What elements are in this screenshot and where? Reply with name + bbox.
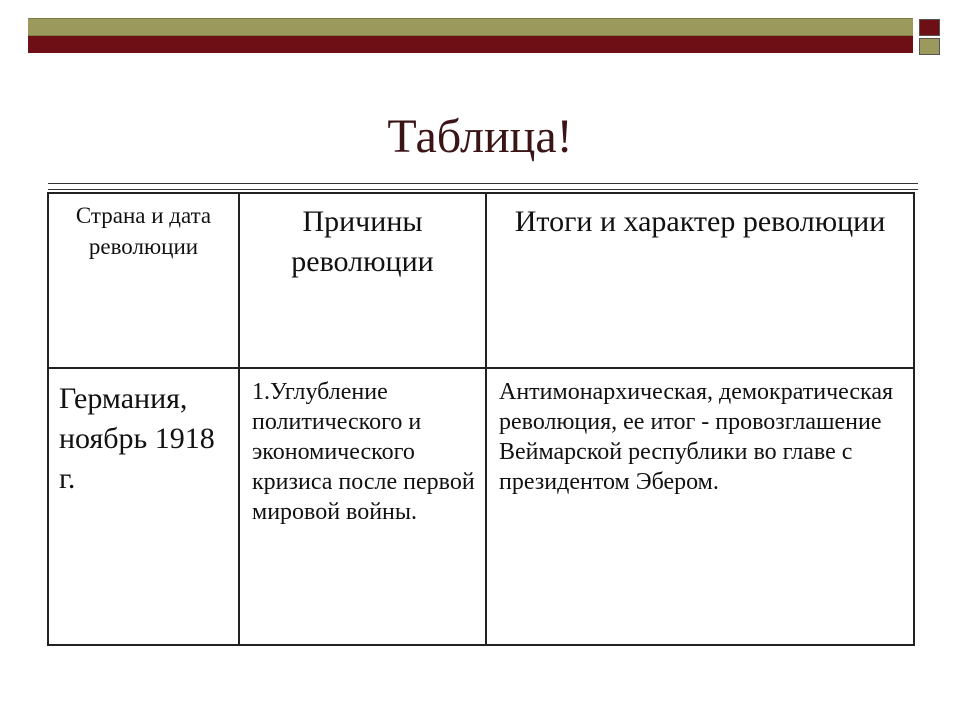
slide-title: Таблица! [387, 110, 573, 163]
header-cell-causes [239, 193, 486, 368]
header-cell-country [48, 193, 239, 368]
header-cell-results [486, 193, 914, 368]
table-header-row [48, 193, 914, 368]
header-results: Итоги и характер революции [514, 205, 886, 238]
cell-causes [239, 368, 486, 645]
table-row [48, 368, 914, 645]
decor-band-olive [28, 18, 913, 36]
cell-country-date [48, 368, 239, 645]
results-text: Антимонархическая, демократическая революция, ее итог - провозглашение Веймарской республики во главе с президентом Эбером. [499, 379, 894, 495]
decor-corner-square-olive [919, 38, 940, 55]
header-country-date: Страна и дата революции [75, 203, 212, 259]
cell-results [486, 368, 914, 645]
revolution-table [47, 192, 915, 646]
country-date-text: Германия, ноябрь 1918 г. [59, 382, 215, 495]
decor-corner-square-maroon [919, 19, 940, 36]
header-causes: Причины революции [291, 205, 434, 278]
title-divider-line [48, 183, 918, 184]
title-divider-line [48, 189, 918, 190]
decor-band-maroon [28, 36, 913, 53]
causes-text: 1.Углубление политического и экономического кризиса после первой мировой войны. [252, 379, 475, 525]
